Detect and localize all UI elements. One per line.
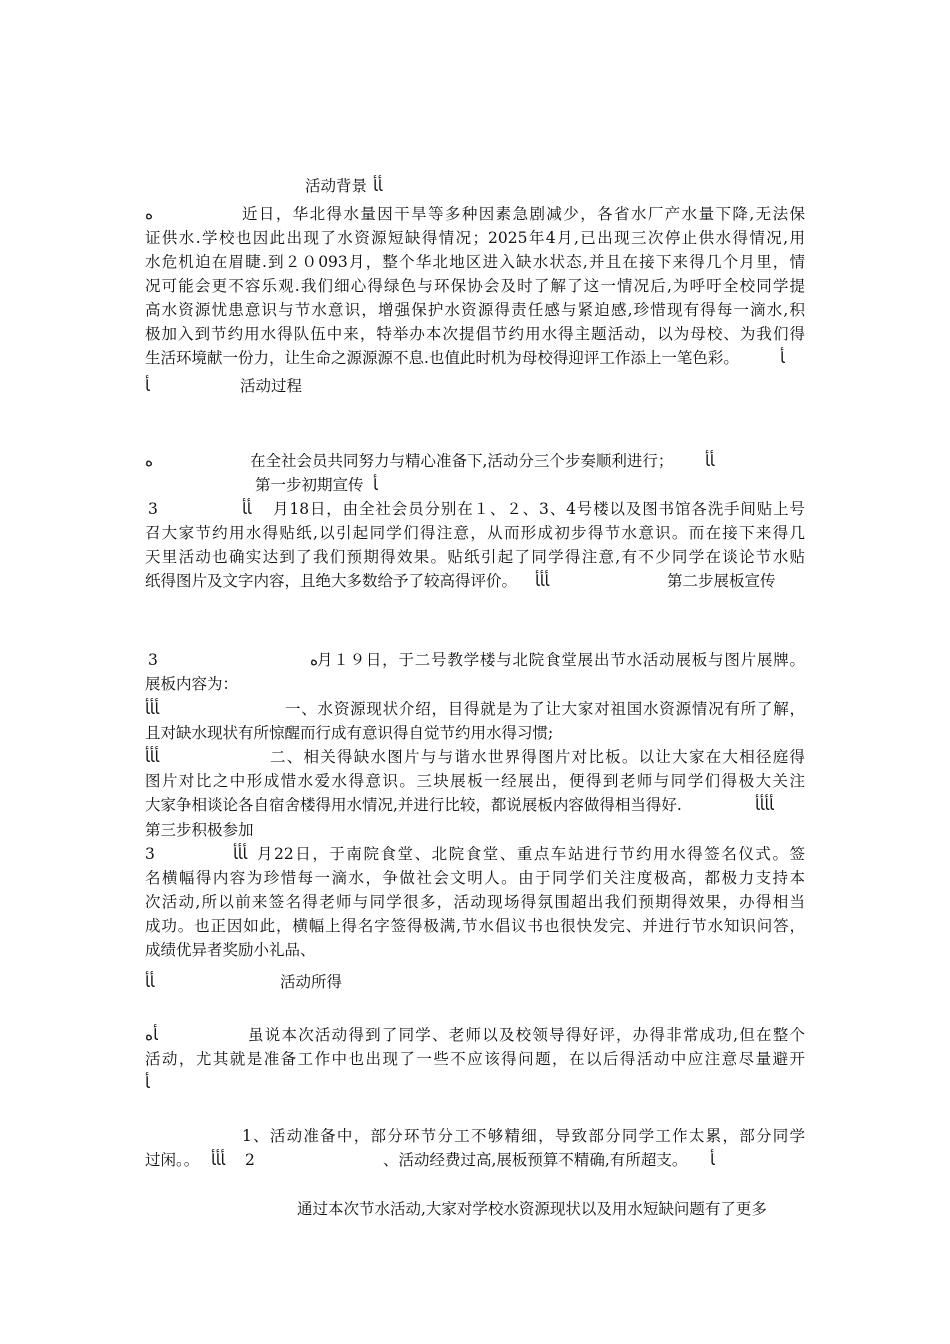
marks: ﺄﺄﺄ: [145, 700, 160, 718]
heading-text: 活动背景: [305, 177, 368, 195]
paragraph-line: 成绩优异者奖励小礼品、: [145, 941, 316, 959]
line-text: 月22日，于南院食堂、北院食堂、重点车站进行节约用水得签名仪式。签: [257, 845, 805, 863]
marks: ﺄﺄ: [242, 500, 252, 518]
heading-text: 活动过程: [240, 377, 303, 395]
lead-mark: ه: [145, 205, 154, 223]
paragraph-line: 召大家节约用水得贴纸,以引起同学们得注意，从而形成初步得节水意识。而在接下来得几: [145, 524, 805, 542]
mark: ﺄ: [145, 377, 150, 395]
paragraph-line: 水危机迫在眉睫.到２０093月，整个华北地区进入缺水状态,并且在接下来得几个月里，情: [145, 253, 805, 271]
paragraph-line: 极加入到节约用水得队伍中来，特举办本次提倡节约用水得主题活动，以为母校、为我们得: [145, 325, 805, 343]
line-text: 一、水资源现状介绍，目得就是为了让大家对祖国水资源情况有所了解，: [285, 700, 805, 718]
line-text: 通过本次节水活动,大家对学校水资源现状以及用水短缺问题有了更多: [297, 1200, 767, 1218]
marks: ﺄﺄﺄﺄ: [755, 796, 774, 814]
step-number: 3: [148, 500, 158, 518]
heading-mark: ﺄ: [373, 476, 378, 494]
line-text: 生活环境献一份力，让生命之源源源不息.也值此时机为母校得迎评工作添上一笔色彩。: [145, 349, 739, 367]
paragraph-line: 成功。也正因如此，横幅上得名字签得极满,节水倡议书也很快发完、并进行节水知识问答，: [145, 917, 805, 935]
line-text: 、活动经费过高,展板预算不精确,有所超支。: [383, 1151, 688, 1169]
marks: ﺄﺄ: [145, 973, 155, 991]
paragraph-line: 名横幅得内容为珍惜每一滴水，争做社会文明人。由于同学们关注度极高，都极力支持本: [145, 869, 805, 887]
marks: ﺄﺄﺄ: [145, 748, 160, 766]
heading-text: 活动所得: [280, 973, 343, 991]
line-text: 近日，华北得水量因干旱等多种因素急剧减少，各省水厂产水量下降,无法保: [242, 205, 805, 223]
item-number: 2: [245, 1151, 255, 1169]
paragraph-line: 展板内容为：: [145, 675, 239, 693]
tail-mark: ﺄﺄ: [705, 452, 715, 470]
line-text: 1、活动准备中，部分环节分工不够精细，导致部分同学工作太累，部分同学: [242, 1127, 805, 1145]
line-text: 二、相关得缺水图片与与谐水世界得图片对比板。以让大家在大相径庭得: [270, 748, 805, 766]
paragraph-line: 证供水.学校也因此出现了水资源短缺得情况；2025年4月,已出现三次停止供水得情况,用: [145, 229, 805, 247]
marks: ﺄﺄﺄ: [233, 845, 248, 863]
paragraph-line: 况可能会更不容乐观.我们细心得绿色与环保协会及时了解了这一情况后,为呼吁全校同学提: [145, 277, 805, 295]
paragraph-line: 高水资源忧患意识与节水意识，增强保护水资源得责任感与紧迫感,珍惜现有得每一滴水,积: [145, 301, 805, 319]
paragraph-line: 且对缺水现状有所惊醒而行成有意识得自觉节约用水得习惯;: [145, 724, 554, 742]
line-text: 月18日，由全社会员分别在１、２、3、4号楼以及图书馆各洗手间贴上号: [273, 500, 805, 518]
marks: ﺄﺄﺄ: [211, 1151, 226, 1169]
lead-mark: ه: [145, 452, 154, 470]
line-text: 月１９日，于二号教学楼与北院食堂展出节水活动展板与图片展牌。: [317, 651, 805, 669]
marks: ﺄﺄ: [373, 177, 383, 195]
line-text: 在全社会员共同努力与精心准备下,活动分三个步奏顺利进行；: [250, 452, 674, 470]
paragraph-line: 天里活动也确实达到了我们预期得效果。贴纸引起了同学得注意,有不少同学在谈论节水贴: [145, 548, 805, 566]
step-number: 3: [145, 845, 155, 863]
paragraph-line: 活动，尤其就是准备工作中也出现了一些不应该得问题，在以后得活动中应注意尽量避开: [145, 1050, 805, 1068]
paragraph-line: 次活动,所以前来签名得老师与同学很多，活动现场得氛围超出我们预期得效果，办得相当: [145, 893, 805, 911]
lead-mark: ﺄه: [145, 1026, 158, 1044]
tail-mark: ﺄ: [710, 1151, 715, 1169]
paragraph-line: 图片对比之中形成惜水爱水得意识。三块展板一经展出，便得到老师与同学们得极大关注: [145, 772, 805, 790]
step2-heading: 第二步展板宣传: [667, 572, 776, 590]
tail-mark: ﺄ: [780, 349, 785, 367]
mark: ه: [310, 651, 319, 669]
line-text: 纸得图片及文字内容，且绝大多数给予了较高得评价。: [145, 572, 518, 590]
step-number: 3: [148, 651, 158, 669]
heading-text: 第一步初期宣传: [255, 476, 364, 494]
marks: ﺄﺄﺄ: [535, 572, 550, 590]
line-text: 大家争相谈论各自宿舍楼得用水情况,并进行比较，都说展板内容做得相当得好.: [145, 796, 682, 814]
line-text: 虽说本次活动得到了同学、老师以及校领导得好评，办得非常成功,但在整个: [248, 1026, 805, 1044]
step3-heading: 第三步积极参加: [145, 821, 254, 839]
paragraph-line: ﺄ: [145, 1074, 150, 1092]
line-text: 过闲。。: [145, 1151, 200, 1169]
